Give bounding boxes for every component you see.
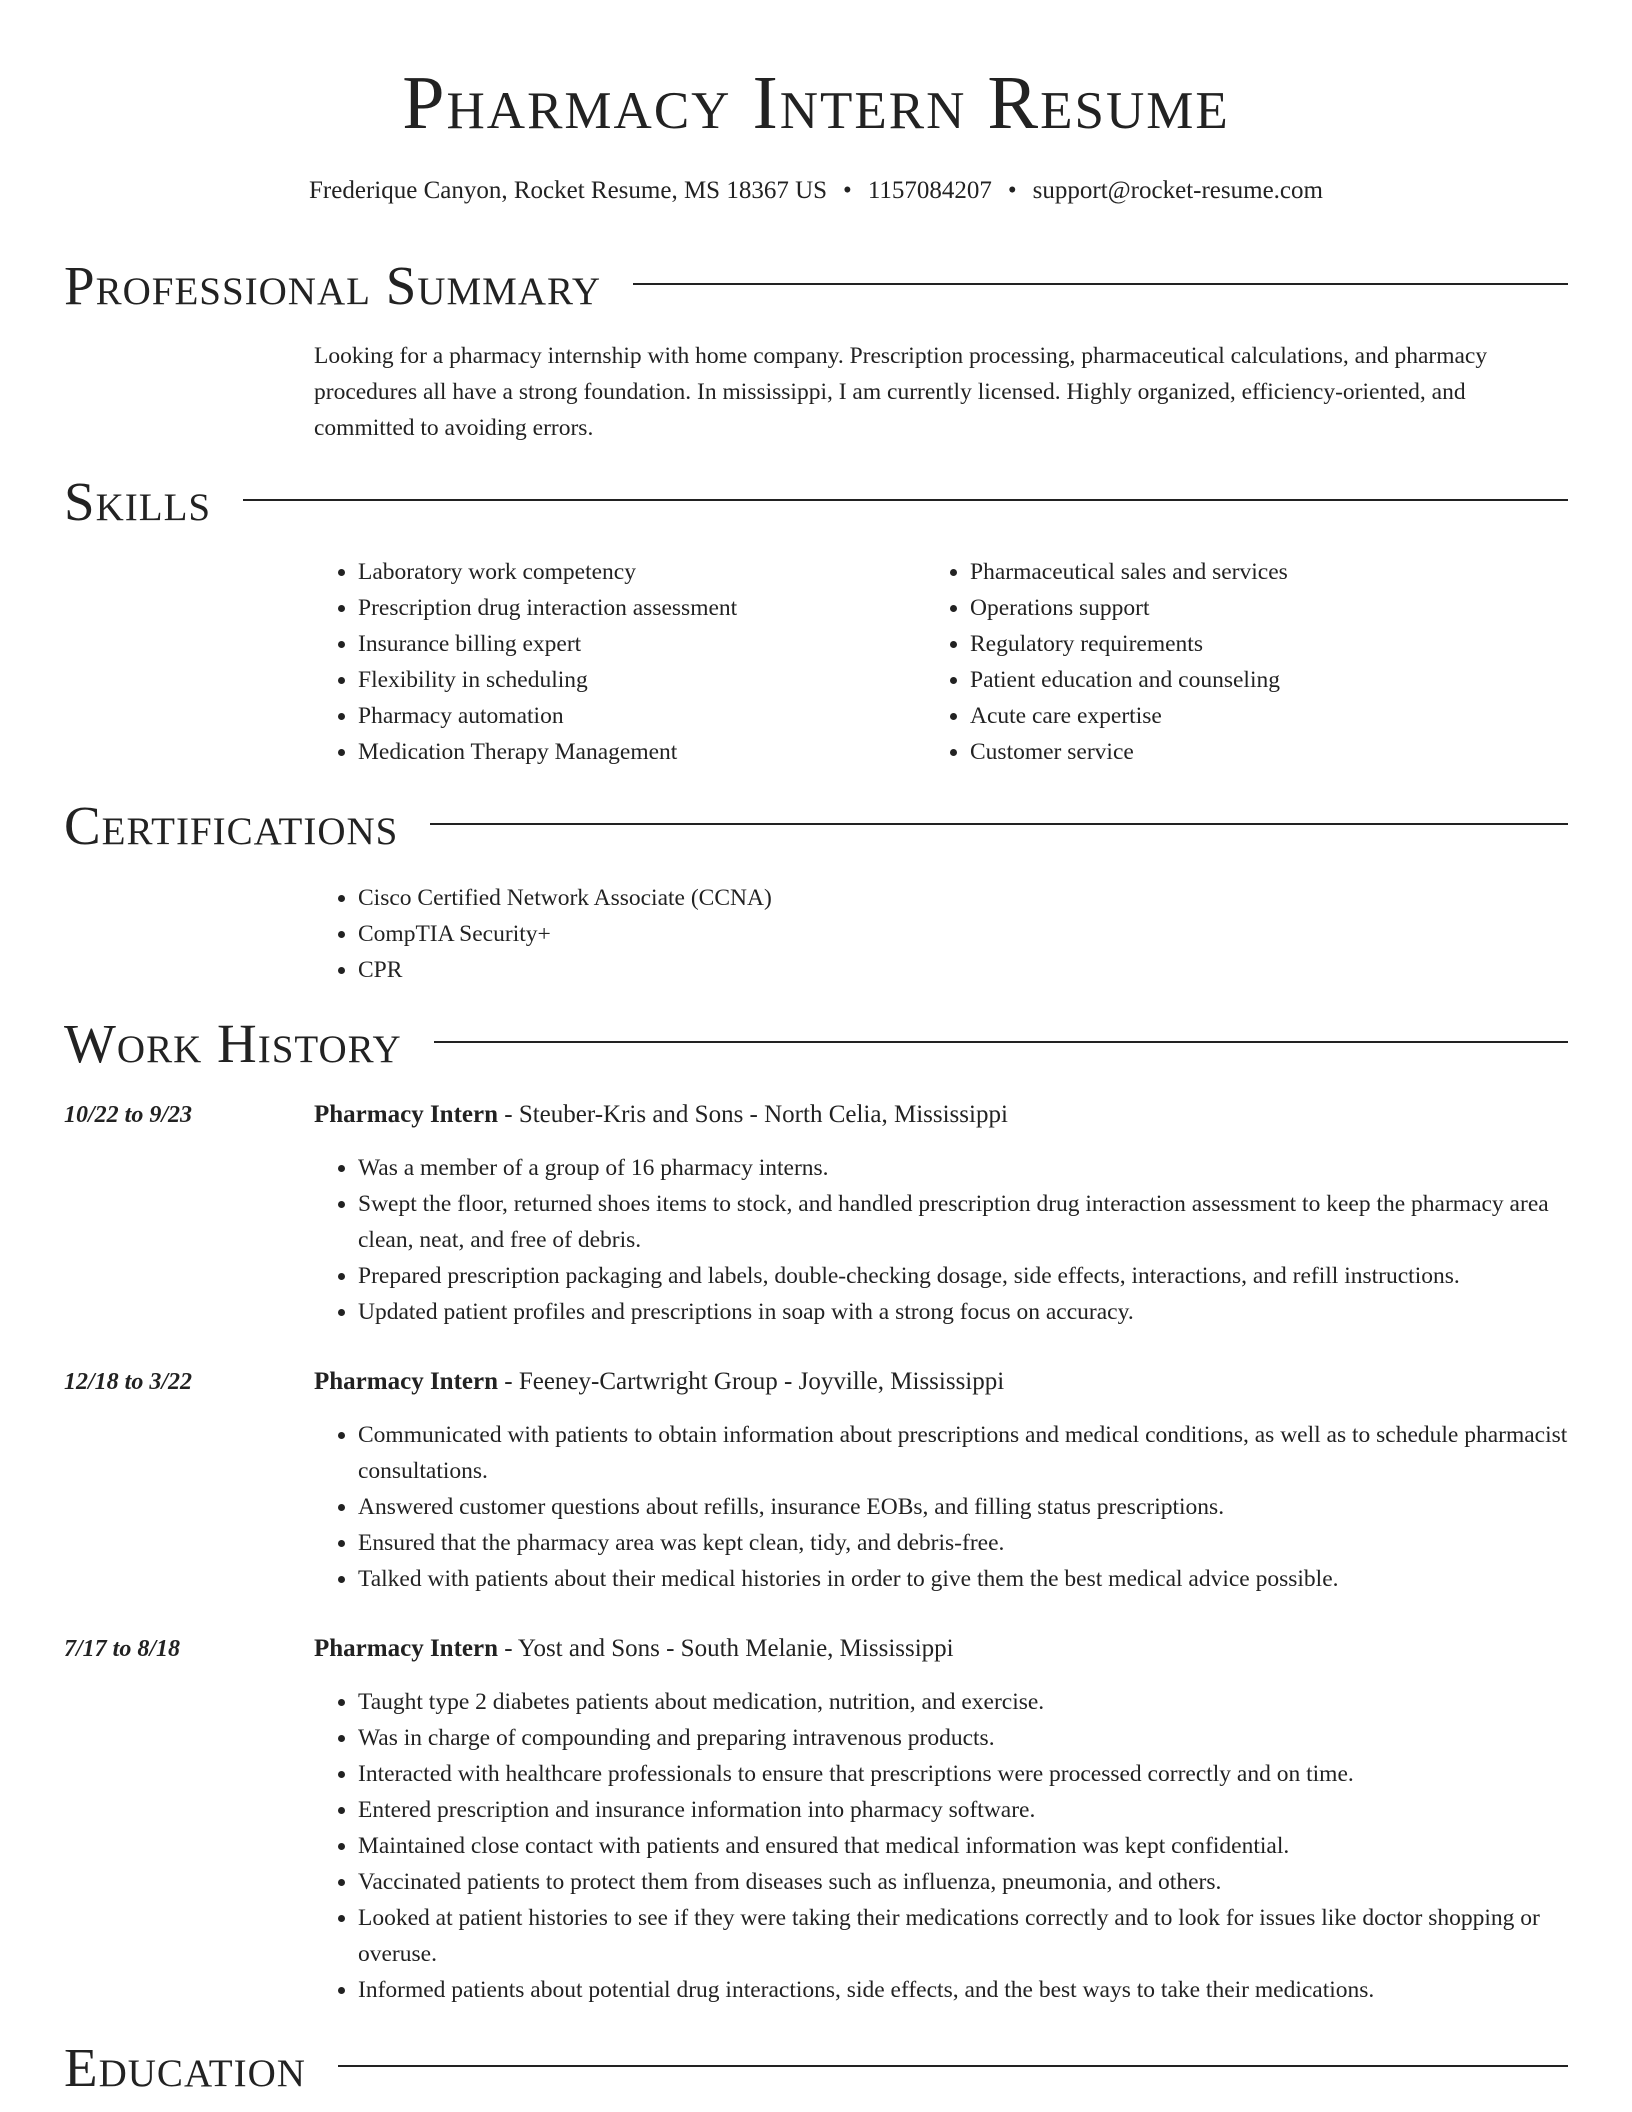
skill-item: • Insurance billing expert	[358, 626, 737, 662]
section-divider	[338, 2065, 1568, 2067]
job-duty: • Answered customer questions about refills, insurance EOBs, and filling status prescriptions.	[358, 1489, 1568, 1525]
job-employer: - Yost and Sons - South Melanie, Mississippi	[498, 1635, 954, 1662]
skill-item: • Patient education and counseling	[970, 662, 1288, 698]
job-employer: - Steuber-Kris and Sons - North Celia, Mississippi	[498, 1101, 1008, 1128]
job-duty: • Looked at patient histories to see if they were taking their medications correctly and to look for issues like doctor shopping or overuse.	[358, 1900, 1568, 1972]
job-duty: • Informed patients about potential drug interactions, side effects, and the best ways to take their medications.	[358, 1972, 1568, 2008]
section-divider	[434, 1041, 1568, 1043]
job-duties-list	[314, 1417, 1568, 1597]
job-dates: 7/17 to 8/18	[64, 1636, 181, 1662]
section-title-certifications: Certifications	[64, 795, 399, 856]
job-heading	[314, 1632, 954, 1666]
job-duty: • Talked with patients about their medical histories in order to give them the best medical advice possible.	[358, 1561, 1568, 1597]
job-duty: • Maintained close contact with patients and ensured that medical information was kept confidential.	[358, 1828, 1568, 1864]
job-role: Pharmacy Intern	[314, 1635, 498, 1662]
job-duty: • Ensured that the pharmacy area was kept clean, tidy, and debris-free.	[358, 1525, 1568, 1561]
section-header-work-history	[64, 1014, 1568, 1074]
section-divider	[633, 283, 1568, 285]
job-duties	[314, 1150, 1568, 1330]
job-role: Pharmacy Intern	[314, 1368, 498, 1395]
skills-column-left	[314, 554, 737, 770]
skill-item: • Flexibility in scheduling	[358, 662, 737, 698]
job-duty: • Entered prescription and insurance information into pharmacy software.	[358, 1792, 1568, 1828]
certification-item: • CompTIA Security+	[358, 916, 772, 952]
job-role: Pharmacy Intern	[314, 1101, 498, 1128]
contact-separator: •	[843, 177, 852, 204]
skills-column-right	[926, 554, 1288, 770]
skills-list-left	[314, 554, 737, 770]
summary-text: Looking for a pharmacy internship with home company. Prescription processing, pharmaceutical calculations, and pharmacy procedures all have a strong foundation. In mississippi, I am currently licensed. Highly organized, efficiency-oriented, and committed to avoiding errors.	[314, 343, 1488, 441]
skill-item: • Customer service	[970, 734, 1288, 770]
section-title-summary: Professional Summary	[64, 255, 602, 316]
job-duty: • Interacted with healthcare professionals to ensure that prescriptions were processed correctly and on time.	[358, 1756, 1568, 1792]
skill-item: • Pharmacy automation	[358, 698, 737, 734]
certification-item: • CPR	[358, 952, 772, 988]
job-employer: - Feeney-Cartwright Group - Joyville, Mississippi	[498, 1368, 1005, 1395]
job-duty: • Taught type 2 diabetes patients about medication, nutrition, and exercise.	[358, 1684, 1568, 1720]
job-duties-list	[314, 1150, 1568, 1330]
section-title-education: Education	[64, 2037, 306, 2098]
job-duties	[314, 1417, 1568, 1597]
job-duties	[314, 1684, 1568, 2008]
skill-item: • Regulatory requirements	[970, 626, 1288, 662]
job-heading	[314, 1365, 1004, 1399]
section-title-skills: Skills	[64, 471, 212, 532]
page-title: Pharmacy Intern Resume	[402, 61, 1230, 145]
skill-item: • Prescription drug interaction assessment	[358, 590, 737, 626]
job-duty: • Was in charge of compounding and preparing intravenous products.	[358, 1720, 1568, 1756]
skill-item: • Acute care expertise	[970, 698, 1288, 734]
certifications-list	[314, 880, 772, 988]
contact-separator: •	[1007, 177, 1017, 204]
section-header-education	[64, 2038, 1568, 2098]
job-dates: 10/22 to 9/23	[64, 1102, 193, 1128]
certification-item: • Cisco Certified Network Associate (CCNA)	[358, 880, 772, 916]
section-header-summary	[64, 256, 1568, 316]
job-duty: • Prepared prescription packaging and labels, double-checking dosage, side effects, interactions, and refill instructions.	[358, 1258, 1568, 1294]
contact-phone: 1157084207	[867, 177, 992, 204]
skill-item: • Medication Therapy Management	[358, 734, 737, 770]
skill-item: • Operations support	[970, 590, 1288, 626]
job-duty: • Was a member of a group of 16 pharmacy interns.	[358, 1150, 1568, 1186]
contact-address: Frederique Canyon, Rocket Resume, MS 18367 US	[309, 177, 828, 204]
section-title-work-history: Work History	[64, 1013, 402, 1074]
skill-item: • Pharmaceutical sales and services	[970, 554, 1288, 590]
job-duty: • Updated patient profiles and prescriptions in soap with a strong focus on accuracy.	[358, 1294, 1568, 1330]
skills-list-right	[926, 554, 1288, 770]
job-duty: • Communicated with patients to obtain information about prescriptions and medical conditions, as well as to schedule pharmacist consultations.	[358, 1417, 1568, 1489]
section-header-certifications	[64, 796, 1568, 856]
section-header-skills	[64, 472, 1568, 532]
job-heading	[314, 1098, 1008, 1132]
section-divider	[243, 499, 1568, 501]
contact-email[interactable]: support@rocket-resume.com	[1032, 177, 1323, 204]
contact-line	[0, 175, 1632, 207]
job-duty: • Vaccinated patients to protect them from diseases such as influenza, pneumonia, and others.	[358, 1864, 1568, 1900]
section-divider	[430, 823, 1568, 825]
job-duties-list	[314, 1684, 1568, 2008]
job-duty: • Swept the floor, returned shoes items to stock, and handled prescription drug interaction assessment to keep the pharmacy area clean, neat, and free of debris.	[358, 1186, 1568, 1258]
skill-item: • Laboratory work competency	[358, 554, 737, 590]
certifications-block	[314, 880, 772, 988]
job-dates: 12/18 to 3/22	[64, 1369, 193, 1395]
